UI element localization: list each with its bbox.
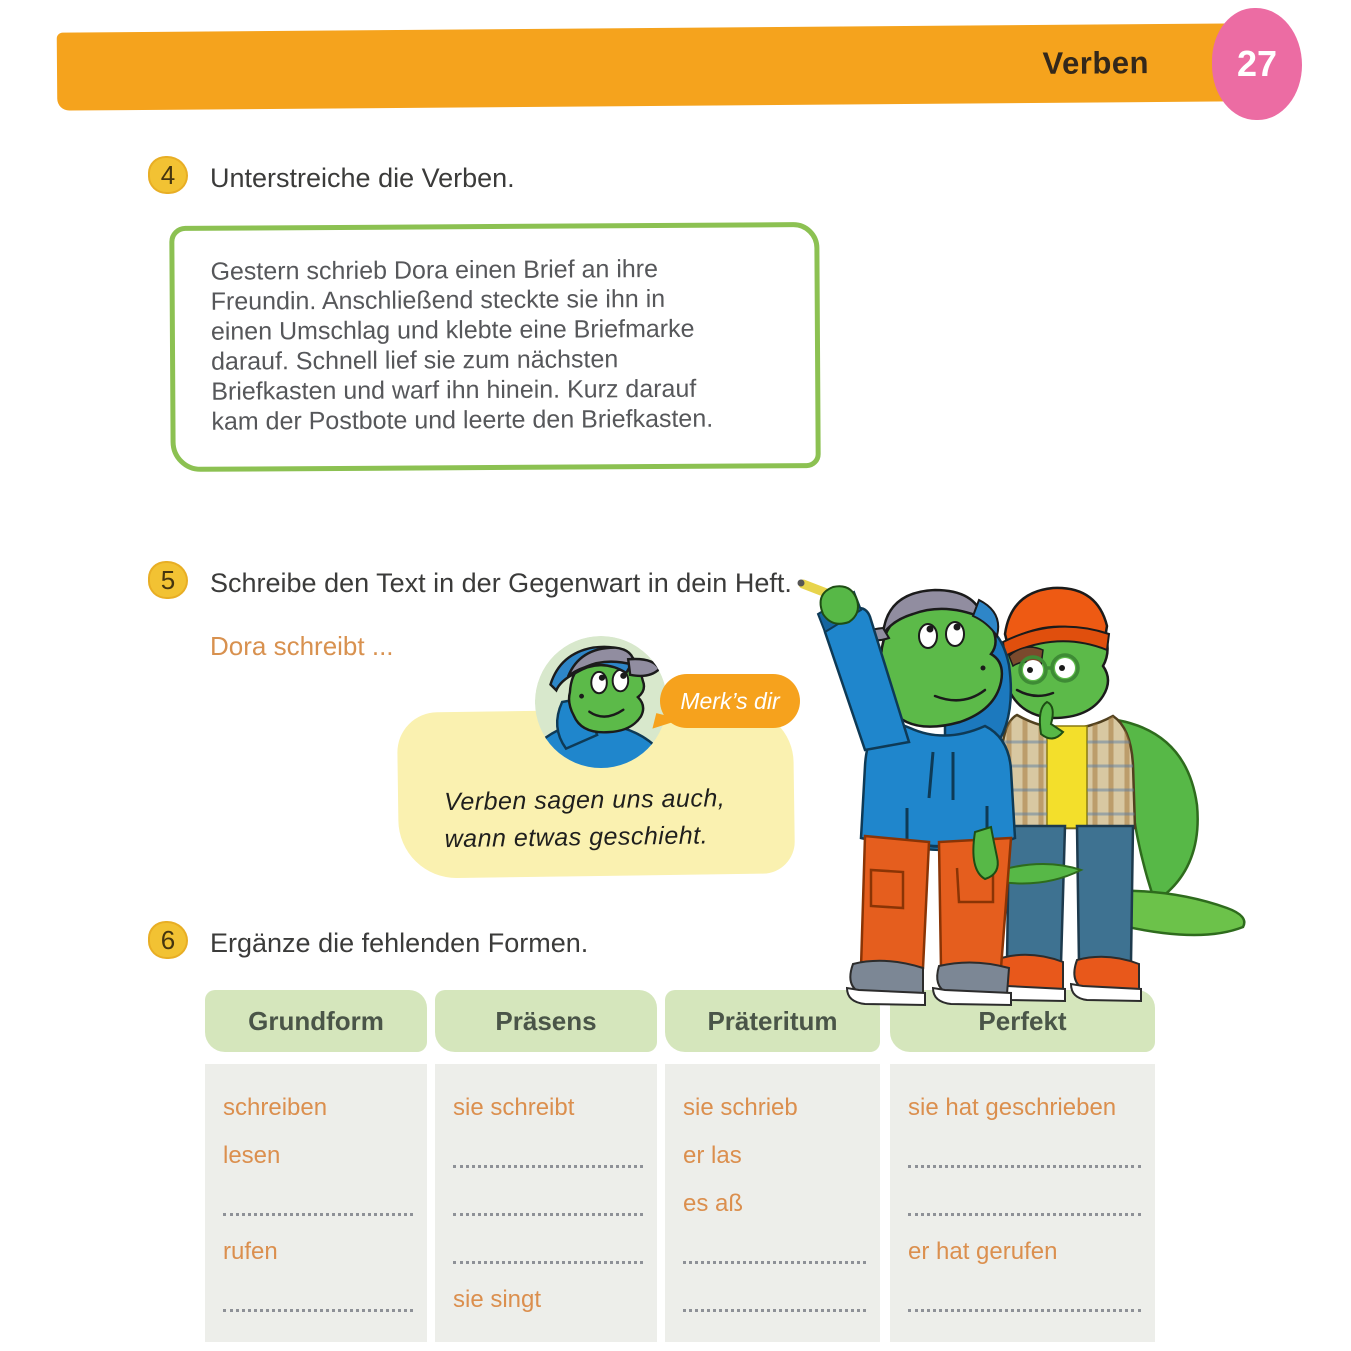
table-cell (205, 1276, 427, 1324)
table-cell (205, 1132, 427, 1180)
table-cell (435, 1228, 657, 1276)
cell-text: sie hat geschrieben (908, 1094, 1117, 1121)
mascot-speech-bubble (660, 674, 800, 728)
table-cell (435, 1132, 657, 1180)
table-cell (435, 1276, 657, 1324)
table-column-praesens (435, 1064, 657, 1342)
cell-text: sie schrieb (683, 1094, 798, 1121)
exercise5-number: 5 (160, 564, 176, 595)
table-cell (205, 1084, 427, 1132)
table-cell (890, 1180, 1155, 1228)
table-header-perfekt: Perfekt (890, 990, 1155, 1052)
table-cell (665, 1180, 880, 1228)
table-column-perfekt (890, 1064, 1155, 1342)
exercise4-title: Unterstreiche die Verben. (210, 163, 515, 193)
exercise4-text: Gestern schrieb Dora einen Brief an ihre Freundin. Anschließend steckte sie ihn in einen Umschlag und klebte eine Briefmarke darauf. Schnell lief sie zum nächsten Briefkasten und warf ihn hinein. Kurz darauf kam der Postbote und leerte den Briefkasten. (210, 255, 714, 436)
cell-text: sie singt (453, 1286, 542, 1313)
table-cell (665, 1228, 880, 1276)
page-number-badge (1212, 8, 1302, 120)
cell-text: es aß (683, 1190, 744, 1217)
cell-text: er hat gerufen (908, 1238, 1058, 1265)
exercise4-number: 4 (160, 159, 176, 190)
exercise5-prompt: Dora schreibt ... (210, 631, 394, 661)
table-cell (890, 1276, 1155, 1324)
cell-text: lesen (223, 1142, 281, 1169)
two-dragons-illustration-icon (795, 570, 1255, 1015)
table-cell (435, 1084, 657, 1132)
reminder-note-text: Verben sagen uns auch, wann etwas geschieht. (443, 784, 726, 854)
table-column-praeteritum (665, 1064, 880, 1342)
table-cell (665, 1084, 880, 1132)
cell-text: sie schreibt (453, 1094, 575, 1121)
table-cell (435, 1180, 657, 1228)
cell-text: schreiben (223, 1094, 328, 1121)
page-title: Verben (1042, 45, 1150, 81)
table-cell (890, 1132, 1155, 1180)
cell-text: er las (683, 1142, 742, 1169)
dragon-mascot-icon (533, 634, 669, 770)
table-cell (890, 1228, 1155, 1276)
page-number: 27 (1236, 43, 1278, 84)
exercise4-text-box (169, 222, 820, 472)
exercise5-title: Schreibe den Text in der Gegenwart in dein Heft. (210, 568, 792, 598)
exercise4-number-badge (148, 156, 188, 194)
mascot-speech-text: Merk’s dir (680, 687, 780, 714)
table-column-grundform (205, 1064, 427, 1342)
cell-text: rufen (223, 1238, 278, 1265)
table-cell (890, 1084, 1155, 1132)
table-cell (665, 1132, 880, 1180)
table-cell (205, 1180, 427, 1228)
header-banner (57, 23, 1238, 110)
table-cell (205, 1228, 427, 1276)
table-header-grundform: Grundform (205, 990, 427, 1052)
exercise6-number-badge (148, 921, 188, 959)
table-cell (665, 1276, 880, 1324)
exercise6-title: Ergänze die fehlenden Formen. (210, 928, 589, 958)
table-header-praesens: Präsens (435, 990, 657, 1052)
exercise5-number-badge (148, 561, 188, 599)
table-header-praeteritum: Präteritum (665, 990, 880, 1052)
exercise6-number: 6 (160, 924, 176, 955)
